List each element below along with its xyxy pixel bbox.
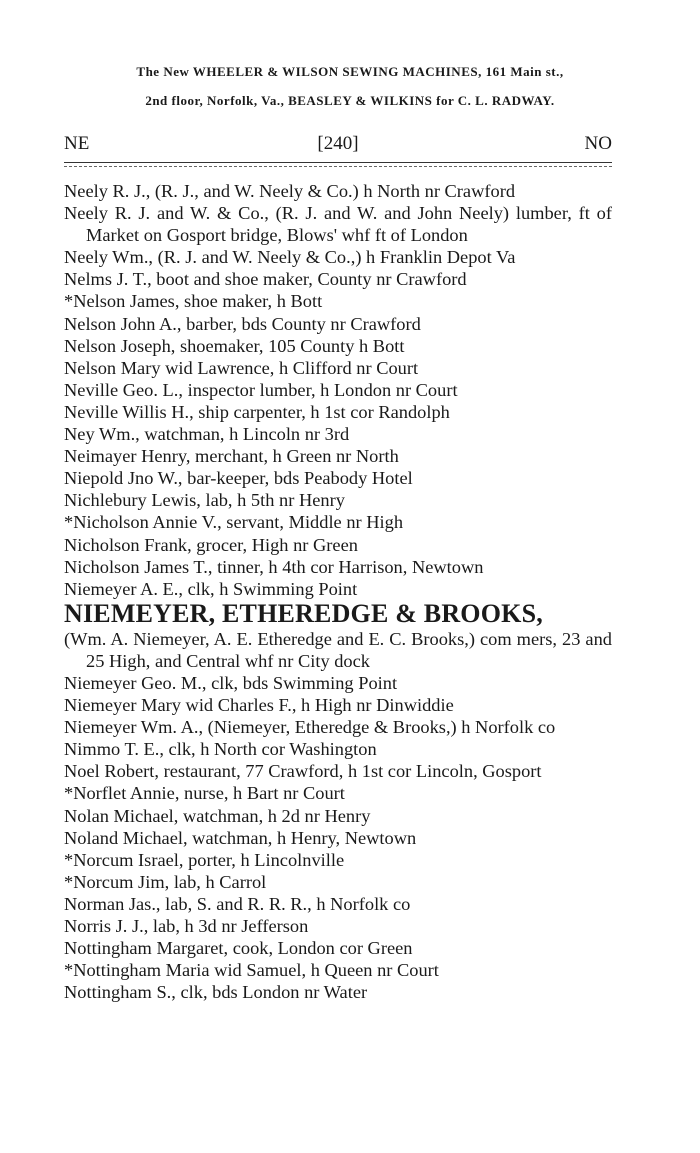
directory-entry: Neimayer Henry, merchant, h Green nr North [64, 446, 399, 467]
header-rule-dashed [64, 166, 612, 167]
directory-entry: Nelson Joseph, shoemaker, 105 County h Bott [64, 335, 405, 356]
directory-entry: Norris J. J., lab, h 3d nr Jefferson [64, 916, 309, 936]
directory-entry: Nicholson James T., tinner, h 4th cor Harrison, Newtown [64, 556, 484, 577]
directory-entry: Niemeyer Mary wid Charles F., h High nr Dinwiddie [64, 695, 454, 716]
directory-entry: Noland Michael, watchman, h Henry, Newtown [64, 827, 417, 848]
directory-entry: Nimmo T. E., clk, h North cor Washington [64, 739, 377, 760]
directory-entry: Nelms J. T., boot and shoe maker, County nr Crawford [64, 269, 467, 290]
directory-entry: Neely R. J. and W. & Co., (R. J. and W. and John Neely) lumber, ft of Market on Gosport bridge, Blows' whf ft of London [64, 203, 612, 246]
firm-detail: (Wm. A. Niemeyer, A. E. Etheredge and E. C. Brooks,) com mers, 23 and 25 High, and Central whf nr City dock [64, 628, 612, 671]
directory-entry: *Nelson James, shoe maker, h Bott [64, 291, 323, 312]
advertisement-line-2: 2nd floor, Norfolk, Va., BEASLEY & WILKINS for C. L. RADWAY. [145, 93, 555, 108]
directory-entries [64, 180, 612, 1003]
directory-entry: *Norcum Jim, lab, h Carrol [64, 871, 267, 892]
directory-entry: *Nicholson Annie V., servant, Middle nr High [64, 512, 404, 533]
directory-entry: Nicholson Frank, grocer, High nr Green [64, 534, 358, 555]
directory-entry: Niemeyer Geo. M., clk, bds Swimming Point [64, 672, 398, 693]
advertisement-line-1: The New WHEELER & WILSON SEWING MACHINES, 161 Main st., [136, 64, 564, 79]
directory-entry: Nolan Michael, watchman, h 2d nr Henry [64, 805, 371, 826]
directory-entry: Ney Wm., watchman, h Lincoln nr 3rd [64, 424, 350, 445]
page-number: [240] [317, 133, 359, 154]
directory-entry: Noel Robert, restaurant, 77 Crawford, h 1st cor Lincoln, Gosport [64, 761, 542, 782]
directory-entry: Neely R. J., (R. J., and W. Neely & Co.) h North nr Crawford [64, 181, 516, 201]
directory-entry: Neville Geo. L., inspector lumber, h London nr Court [64, 379, 458, 400]
directory-entry: Norman Jas., lab, S. and R. R. R., h Norfolk co [64, 893, 411, 914]
header-rule [64, 162, 612, 163]
directory-entry: Niepold Jno W., bar-keeper, bds Peabody Hotel [64, 468, 413, 489]
directory-entry: Niemeyer Wm. A., (Niemeyer, Etheredge & Brooks,) h Norfolk co [64, 717, 556, 738]
firm-heading: NIEMEYER, ETHEREDGE & BROOKS, [64, 598, 543, 628]
header-right-guide: NO [584, 133, 612, 154]
running-header [64, 133, 612, 157]
directory-entry: Nottingham S., clk, bds London nr Water [64, 982, 368, 1003]
directory-entry: *Norcum Israel, porter, h Lincolnville [64, 849, 345, 870]
directory-entry: Nichlebury Lewis, lab, h 5th nr Henry [64, 490, 345, 511]
header-left-guide: NE [64, 133, 90, 154]
directory-entry: Nelson John A., barber, bds County nr Crawford [64, 313, 421, 334]
directory-entry: *Nottingham Maria wid Samuel, h Queen nr Court [64, 960, 439, 981]
directory-entry: *Norflet Annie, nurse, h Bart nr Court [64, 783, 345, 804]
directory-entry: Niemeyer A. E., clk, h Swimming Point [64, 578, 358, 599]
directory-entry: Neely Wm., (R. J. and W. Neely & Co.,) h Franklin Depot Va [64, 247, 516, 268]
directory-entry: Neville Willis H., ship carpenter, h 1st cor Randolph [64, 401, 450, 422]
directory-entry: Nelson Mary wid Lawrence, h Clifford nr Court [64, 357, 419, 378]
directory-entry: Nottingham Margaret, cook, London cor Green [64, 938, 413, 959]
